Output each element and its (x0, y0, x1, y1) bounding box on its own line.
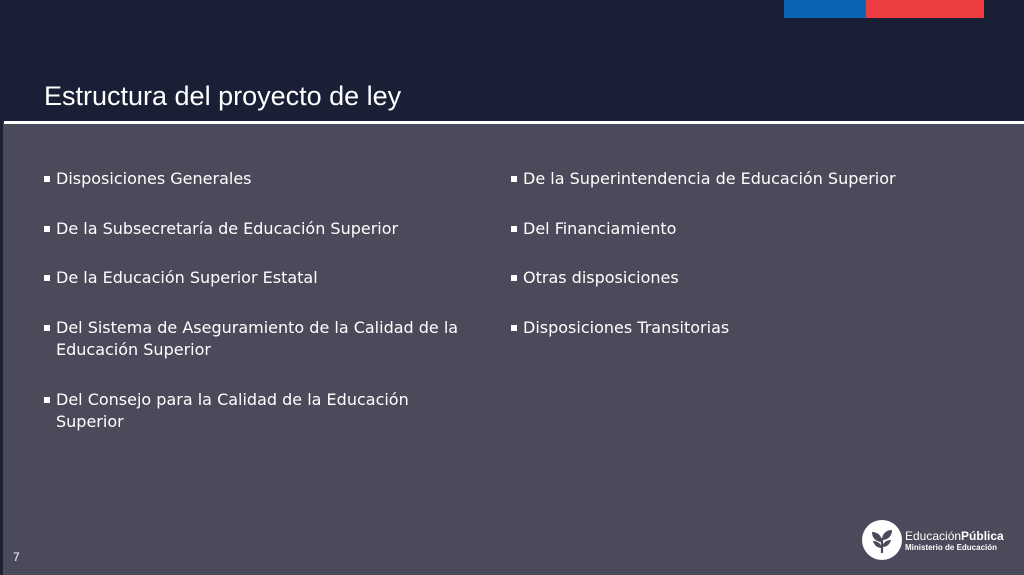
square-bullet-icon (44, 325, 50, 331)
list-item-text: Otras disposiciones (523, 268, 679, 287)
educacion-publica-logo (862, 520, 1012, 562)
flag-blue-stripe (784, 0, 866, 18)
page-number: 7 (13, 550, 20, 564)
list-item-text: Del Sistema de Aseguramiento de la Calidad de la Educación Superior (56, 317, 459, 359)
right-bullet-list (511, 168, 931, 366)
square-bullet-icon (511, 275, 517, 281)
list-item-text: Del Consejo para la Calidad de la Educación Superior (56, 389, 409, 431)
logo-ministry-text: Ministerio de Educación (905, 543, 998, 552)
list-item-text: Disposiciones Transitorias (523, 317, 730, 337)
list-item (44, 389, 474, 434)
list-item-text: Disposiciones Generales (56, 169, 252, 188)
list-item (44, 168, 474, 191)
square-bullet-icon (44, 226, 50, 232)
sprout-logo-icon (862, 520, 902, 560)
list-item-text: De la Superintendencia de Educación Superior (523, 169, 896, 188)
square-bullet-icon (44, 176, 50, 182)
list-item (511, 317, 931, 340)
square-bullet-icon (44, 275, 50, 281)
logo-wordmark (905, 529, 1004, 543)
list-item-text: De la Educación Superior Estatal (56, 268, 318, 287)
left-bullet-list (44, 168, 474, 461)
square-bullet-icon (511, 325, 517, 331)
list-item (44, 218, 474, 241)
slide-header (0, 0, 1024, 122)
flag-red-stripe (866, 0, 984, 18)
square-bullet-icon (44, 397, 50, 403)
list-item (44, 317, 474, 362)
list-item (511, 267, 931, 290)
logo-wordmark-bold: Pública (961, 529, 1004, 543)
list-item-text: De la Subsecretaría de Educación Superior (56, 218, 399, 238)
square-bullet-icon (511, 226, 517, 232)
list-item (511, 218, 931, 241)
title-divider (4, 121, 1024, 124)
square-bullet-icon (511, 176, 517, 182)
list-item (511, 168, 931, 191)
list-item (44, 267, 474, 290)
slide-title: Estructura del proyecto de ley (44, 81, 402, 111)
logo-wordmark-regular: Educación (905, 529, 962, 543)
list-item-text: Del Financiamiento (523, 218, 677, 238)
